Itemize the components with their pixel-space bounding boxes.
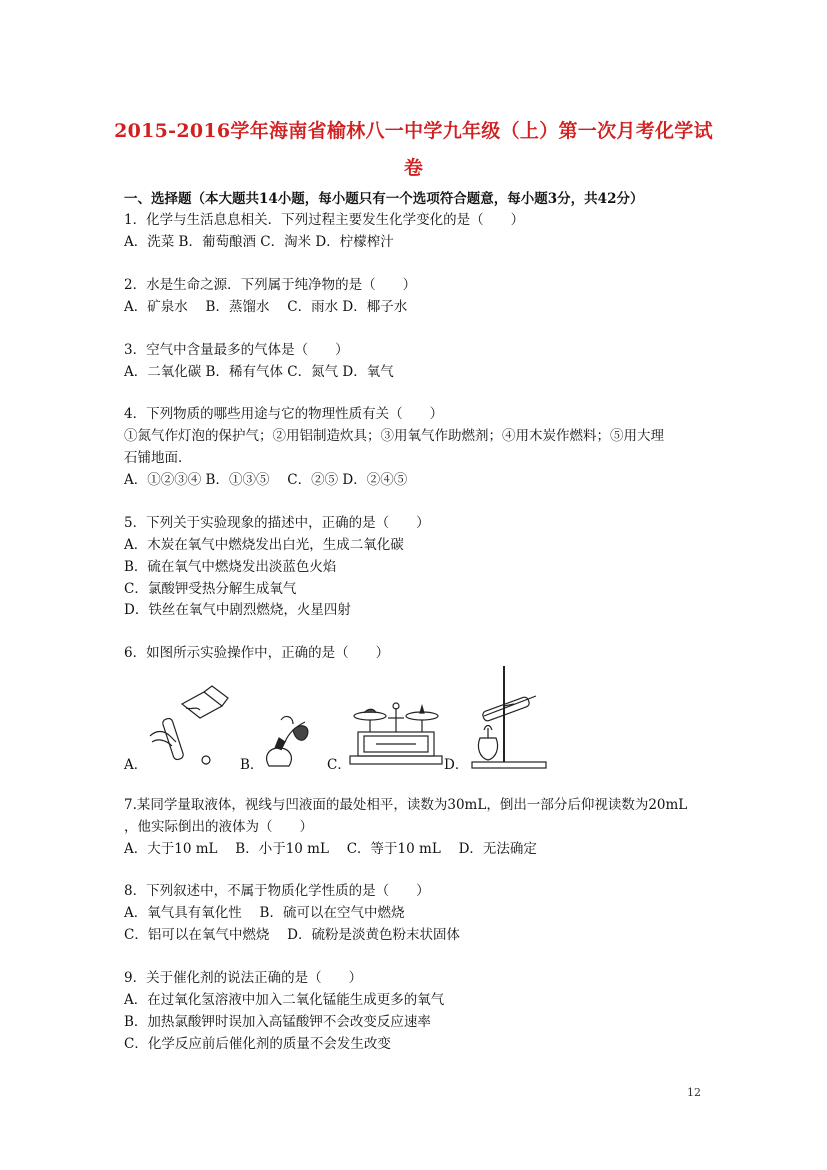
figure-d-iron-stand-heating — [470, 664, 548, 770]
question-5-stem: 5．下列关于实验现象的描述中，正确的是（ ） — [124, 515, 430, 531]
question-7-options: A．大于10 mL B．小于10 mL C．等于10 mL D．无法确定 — [124, 841, 537, 857]
question-6-letter-b: B． — [240, 757, 264, 773]
question-5-option-a: A．木炭在氧气中燃烧发出白光，生成二氧化碳 — [124, 537, 404, 553]
figure-b-alcohol-lamp — [257, 712, 317, 770]
figure-c-balance-scale — [346, 696, 446, 768]
question-1-options: A．洗菜 B．葡萄酿酒 C．淘米 D．柠檬榨汁 — [124, 234, 394, 250]
question-6-stem: 6．如图所示实验操作中，正确的是（ ） — [124, 645, 390, 661]
question-4-options: A．①②③④ B．①③⑤ C．②⑤ D．②④⑤ — [124, 472, 408, 488]
question-1-stem: 1．化学与生活息息相关．下列过程主要发生化学变化的是（ ） — [124, 212, 525, 228]
question-8-options-cd: C．铝可以在氧气中燃烧 D．硫粉是淡黄色粉末状固体 — [124, 927, 460, 943]
question-5-option-b: B．硫在氧气中燃烧发出淡蓝色火焰 — [124, 559, 337, 575]
question-9-option-b: B．加热氯酸钾时误加入高锰酸钾不会改变反应速率 — [124, 1014, 431, 1030]
question-5-option-c: C．氯酸钾受热分解生成氧气 — [124, 581, 297, 597]
question-6-letter-c: C． — [327, 757, 351, 773]
question-7-stem: 7.某同学量取液体，视线与凹液面的最处相平，读数为30mL，倒出一部分后仰视读数为20mL — [124, 797, 688, 813]
page-number: 12 — [687, 1086, 701, 1099]
question-4-stem: 4．下列物质的哪些用途与它的物理性质有关（ ） — [124, 406, 444, 422]
question-8-stem: 8．下列叙述中，不属于物质化学性质的是（ ） — [124, 883, 430, 899]
question-9-stem: 9．关于催化剂的说法正确的是（ ） — [124, 970, 363, 986]
question-5-option-d: D．铁丝在氧气中剧烈燃烧，火星四射 — [124, 602, 351, 618]
question-4-text-line2: 石铺地面． — [124, 450, 192, 466]
question-6-letter-a: A． — [124, 757, 148, 773]
section-heading: 一、选择题（本大题共14小题，每小题只有一个选项符合题意，每小题3分，共42分） — [124, 191, 644, 207]
question-6-letter-d: D． — [444, 757, 469, 773]
question-2-options: A．矿泉水 B．蒸馏水 C．雨水 D．椰子水 — [124, 299, 408, 315]
figure-a-pouring-liquid — [142, 684, 242, 769]
document-title-line1: 2015-2016学年海南省榆林八一中学九年级（上）第一次月考化学试 — [114, 120, 713, 142]
question-8-options-ab: A．氧气具有氧化性 B．硫可以在空气中燃烧 — [124, 905, 405, 921]
question-3-options: A．二氧化碳 B．稀有气体 C．氮气 D．氧气 — [124, 364, 394, 380]
document-title-line2: 卷 — [403, 157, 424, 179]
question-9-option-a: A．在过氧化氢溶液中加入二氧化锰能生成更多的氧气 — [124, 992, 445, 1008]
question-4-text-line1: ①氮气作灯泡的保护气；②用铝制造炊具；③用氧气作助燃剂；④用木炭作燃料；⑤用大理 — [124, 428, 664, 444]
question-9-option-c: C．化学反应前后催化剂的质量不会发生改变 — [124, 1036, 391, 1052]
question-2-stem: 2．水是生命之源．下列属于纯净物的是（ ） — [124, 277, 417, 293]
question-7-stem-cont: ，他实际倒出的液体为（ ） — [124, 819, 313, 835]
question-3-stem: 3．空气中含量最多的气体是（ ） — [124, 342, 349, 358]
